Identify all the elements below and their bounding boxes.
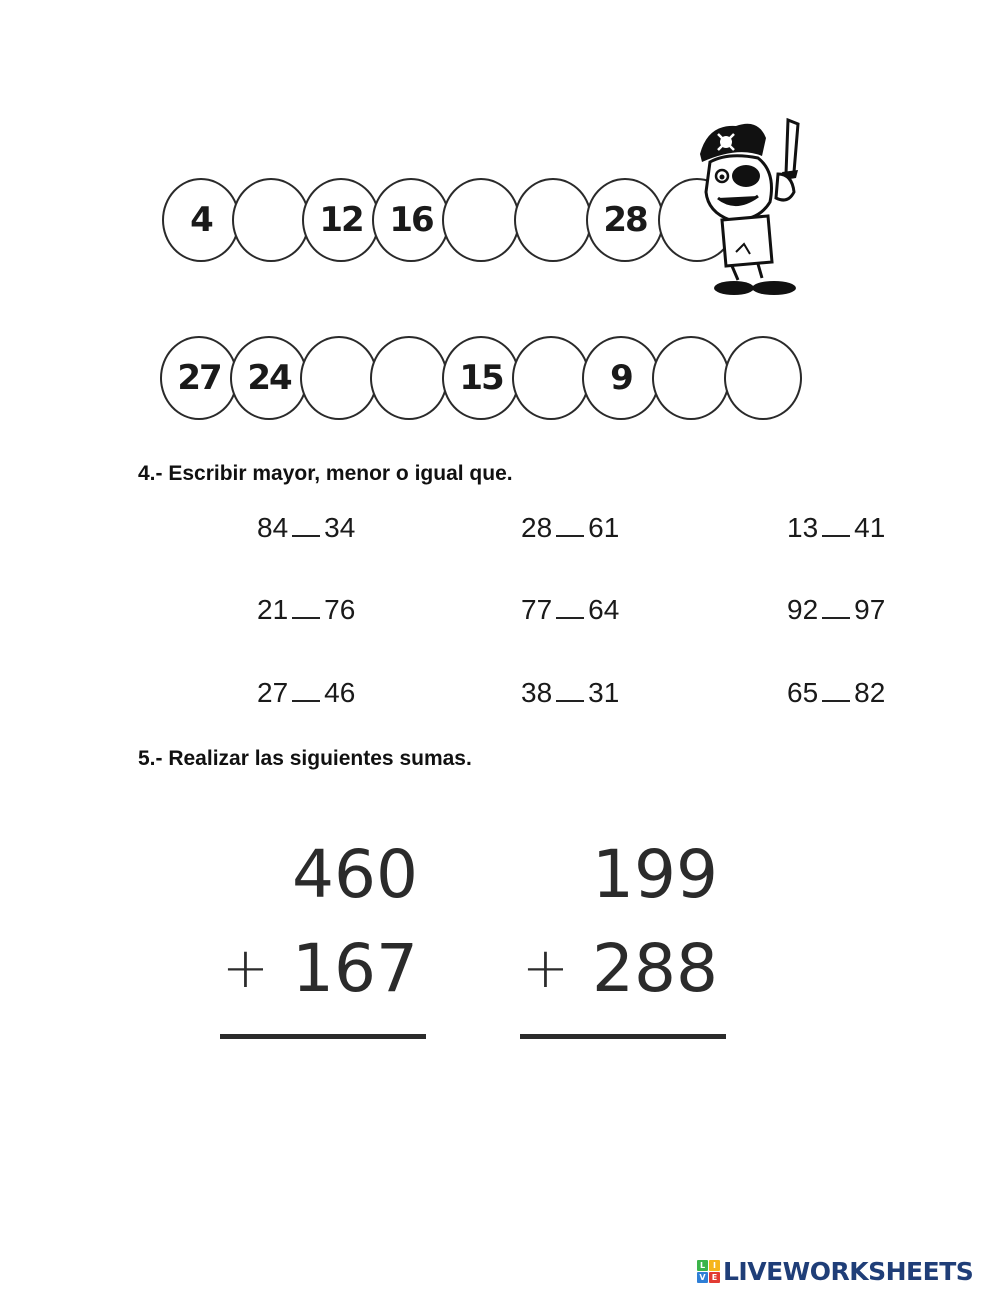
comparison-right: 34 (324, 512, 356, 543)
liveworksheets-logo (697, 1257, 973, 1286)
comparison-left: 84 (257, 512, 289, 543)
comparison-item (521, 594, 619, 626)
comparison-right: 41 (854, 512, 886, 543)
comparison-left: 21 (257, 594, 289, 625)
sequence-bubble: 4 (162, 178, 240, 262)
sequence-answer-bubble[interactable] (300, 336, 378, 420)
pirate-boy-icon (688, 112, 806, 300)
comparison-answer-blank[interactable] (292, 513, 320, 537)
comparison-item (257, 594, 355, 626)
sum-line (220, 1034, 426, 1039)
live-tiles-icon (697, 1260, 720, 1283)
comparison-right: 61 (588, 512, 620, 543)
addend-bottom: 288 (592, 930, 718, 1007)
sequence-bubble: 28 (586, 178, 664, 262)
logo-tile: E (709, 1272, 720, 1283)
sequence-answer-bubble[interactable] (724, 336, 802, 420)
logo-tile: I (709, 1260, 720, 1271)
comparison-item (521, 512, 619, 544)
comparison-item (521, 677, 619, 709)
plus-sign: + (222, 936, 269, 1001)
comparison-answer-blank[interactable] (556, 513, 584, 537)
logo-text: LIVEWORKSHEETS (723, 1257, 974, 1286)
comparison-right: 97 (854, 594, 886, 625)
comparison-item (257, 677, 355, 709)
exercise-5-title: 5.- Realizar las siguientes sumas. (138, 747, 472, 770)
addend-top: 460 (292, 836, 418, 913)
logo-tile: L (697, 1260, 708, 1271)
addend-top: 199 (592, 836, 718, 913)
comparison-answer-blank[interactable] (556, 595, 584, 619)
sequence-answer-bubble[interactable] (652, 336, 730, 420)
comparison-item (787, 512, 885, 544)
comparison-left: 77 (521, 594, 553, 625)
comparison-answer-blank[interactable] (556, 678, 584, 702)
sequence-answer-bubble[interactable] (514, 178, 592, 262)
comparison-right: 46 (324, 677, 356, 708)
comparison-answer-blank[interactable] (292, 595, 320, 619)
sequence-answer-bubble[interactable] (232, 178, 310, 262)
comparison-left: 13 (787, 512, 819, 543)
sequence-bubble: 12 (302, 178, 380, 262)
comparison-item (257, 512, 355, 544)
comparison-left: 38 (521, 677, 553, 708)
plus-sign: + (522, 936, 569, 1001)
comparison-left: 28 (521, 512, 553, 543)
comparison-right: 64 (588, 594, 620, 625)
comparison-left: 92 (787, 594, 819, 625)
comparison-answer-blank[interactable] (292, 678, 320, 702)
comparison-item (787, 594, 885, 626)
sum-line (520, 1034, 726, 1039)
sequence-bubble: 15 (442, 336, 520, 420)
sequence-bubble: 9 (582, 336, 660, 420)
sequence-bubble: 27 (160, 336, 238, 420)
comparison-right: 76 (324, 594, 356, 625)
sum-answer-field[interactable] (220, 1042, 426, 1102)
sequence-row-2 (0, 336, 1000, 436)
logo-tile: V (697, 1272, 708, 1283)
sequence-answer-bubble[interactable] (512, 336, 590, 420)
comparison-right: 82 (854, 677, 886, 708)
comparison-answer-blank[interactable] (822, 678, 850, 702)
sequence-bubble: 16 (372, 178, 450, 262)
addend-bottom: 167 (292, 930, 418, 1007)
sequence-answer-bubble[interactable] (370, 336, 448, 420)
comparison-answer-blank[interactable] (822, 513, 850, 537)
sum-answer-field[interactable] (520, 1042, 726, 1102)
sequence-answer-bubble[interactable] (442, 178, 520, 262)
comparison-right: 31 (588, 677, 620, 708)
comparison-answer-blank[interactable] (822, 595, 850, 619)
sequence-row-1 (0, 178, 1000, 278)
exercise-4-title: 4.- Escribir mayor, menor o igual que. (138, 462, 513, 485)
comparison-item (787, 677, 885, 709)
sequence-bubble: 24 (230, 336, 308, 420)
comparison-left: 27 (257, 677, 289, 708)
comparison-left: 65 (787, 677, 819, 708)
